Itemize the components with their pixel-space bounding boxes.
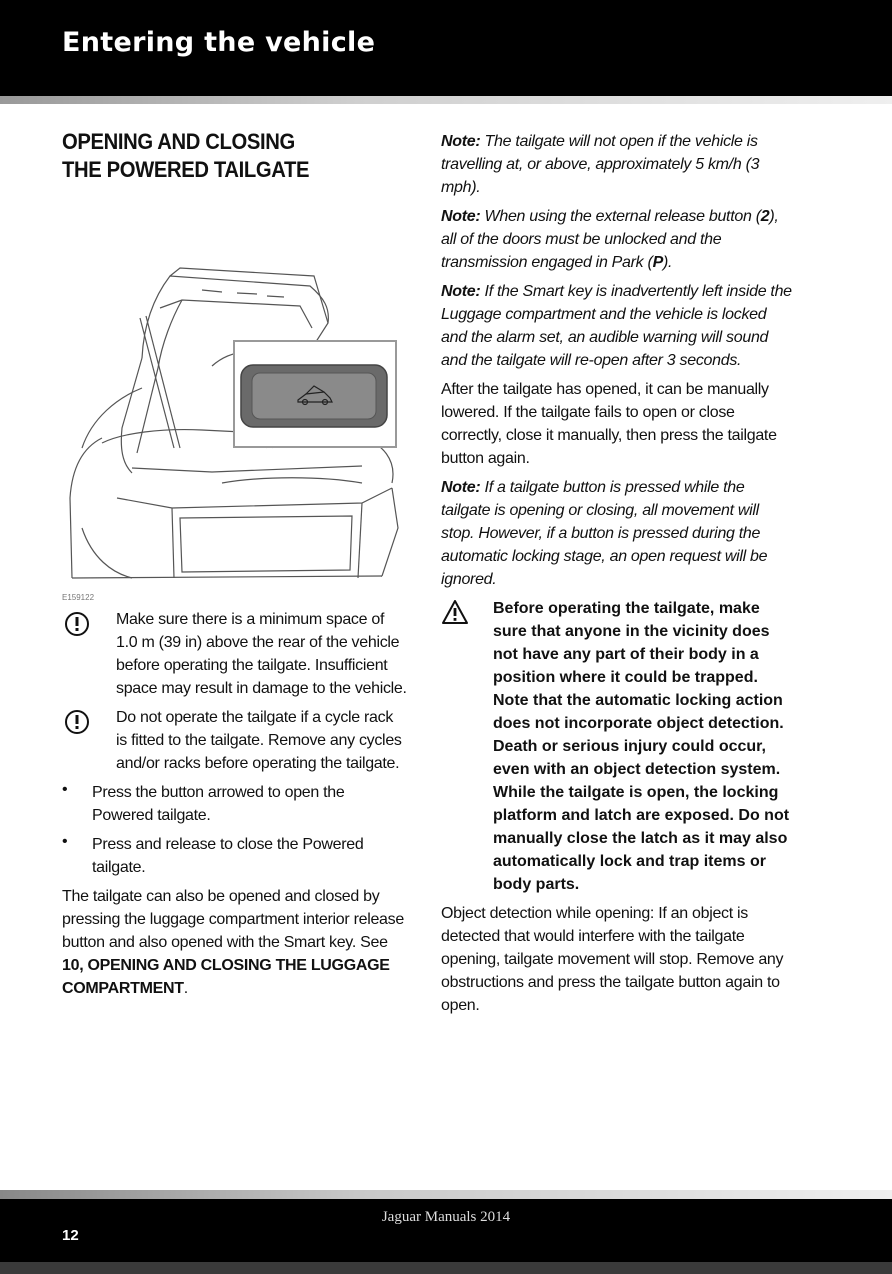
caution-icon <box>64 709 90 735</box>
paragraph-text: The tailgate can also be opened and closed by pressing the luggage compartment interior release button and also opened with the Smart key. See <box>62 888 404 951</box>
callout-number: 2 <box>760 208 770 225</box>
note-label: Note: <box>441 133 481 150</box>
caution-notice <box>62 608 408 700</box>
warning-notice <box>441 597 793 896</box>
body-paragraph: After the tailgate has opened, it can be manually lowered. If the tailgate fails to open or close correctly, close it manually, then press the tailgate button again. <box>441 381 777 467</box>
section-title: OPENING AND CLOSING THE POWERED TAILGATE <box>62 129 310 182</box>
header-gradient-band <box>0 96 892 104</box>
caution-text: Make sure there is a minimum space of 1.0 m (39 in) above the rear of the vehicle before operating the tailgate. Insufficient space may result in damage to the vehicle. <box>116 611 407 697</box>
note-paragraph <box>441 476 793 591</box>
park-letter: P <box>652 254 663 271</box>
note-text: ). <box>662 254 673 271</box>
page-header <box>0 0 892 96</box>
paragraph-end: . <box>183 980 188 997</box>
note-text: ), all of the doors must be unlocked and the transmission engaged in Park ( <box>441 208 779 271</box>
tailgate-drawing <box>62 198 408 598</box>
warning-text: Before operating the tailgate, make sure that anyone in the vicinity does not have any part of their body in a position where it could be trapped. Note that the automatic locking action does not incorporate object detection. Death or serious injury could occur, even with an object detection system. While the tailgate is open, the locking platform and latch are exposed. Do not manually close the latch as it may also automatically lock and trap items or body parts. <box>493 600 790 893</box>
list-item <box>62 781 408 827</box>
chapter-title: Entering the vehicle <box>62 27 376 58</box>
caution-icon <box>64 611 90 637</box>
note-text: If the Smart key is inadvertently left inside the Luggage compartment and the vehicle is locked and the alarm set, an audible warning will sound and the tailgate will re-open after 3 seconds. <box>441 283 792 369</box>
warning-triangle-icon <box>441 599 469 625</box>
note-paragraph <box>441 130 793 199</box>
footer-gradient-band <box>0 1190 892 1199</box>
note-text: The tailgate will not open if the vehicle is travelling at, or above, approximately 5 km/h (3 mph). <box>441 133 760 196</box>
note-label: Note: <box>441 208 481 225</box>
note-label: Note: <box>441 283 481 300</box>
body-paragraph <box>62 885 408 1000</box>
note-label: Note: <box>441 479 481 496</box>
bullet-marker: • <box>62 833 68 850</box>
footer-bottom-strip <box>0 1262 892 1274</box>
list-item-text: Press and release to close the Powered tailgate. <box>92 836 364 876</box>
left-column <box>62 128 408 1000</box>
caution-text: Do not operate the tailgate if a cycle rack is fitted to the tailgate. Remove any cycles and/or racks before operating the tailgate. <box>116 709 402 772</box>
caution-notice <box>62 706 408 775</box>
note-text: When using the external release button ( <box>484 208 761 225</box>
tailgate-illustration <box>62 198 408 602</box>
cross-reference-link[interactable]: 10, OPENING AND CLOSING THE LUGGAGE COMPARTMENT <box>62 957 390 997</box>
page-number: 12 <box>62 1227 79 1244</box>
note-paragraph <box>441 205 793 274</box>
bullet-marker: • <box>62 781 68 798</box>
note-paragraph <box>441 280 793 372</box>
list-item-text: Press the button arrowed to open the Powered tailgate. <box>92 784 345 824</box>
right-column <box>441 130 793 1017</box>
illustration-code: E159122 <box>62 593 95 602</box>
note-text: If a tailgate button is pressed while the tailgate is opening or closing, all movement will stop. However, if a button is pressed during the automatic locking stage, an open request will be ignored. <box>441 479 768 588</box>
footer-brand: Jaguar Manuals 2014 <box>381 1209 511 1225</box>
body-paragraph: Object detection while opening: If an object is detected that would interfere with the tailgate opening, tailgate movement will stop. Remove any obstructions and press the tailgate button again to open. <box>441 905 784 1014</box>
list-item <box>62 833 408 879</box>
